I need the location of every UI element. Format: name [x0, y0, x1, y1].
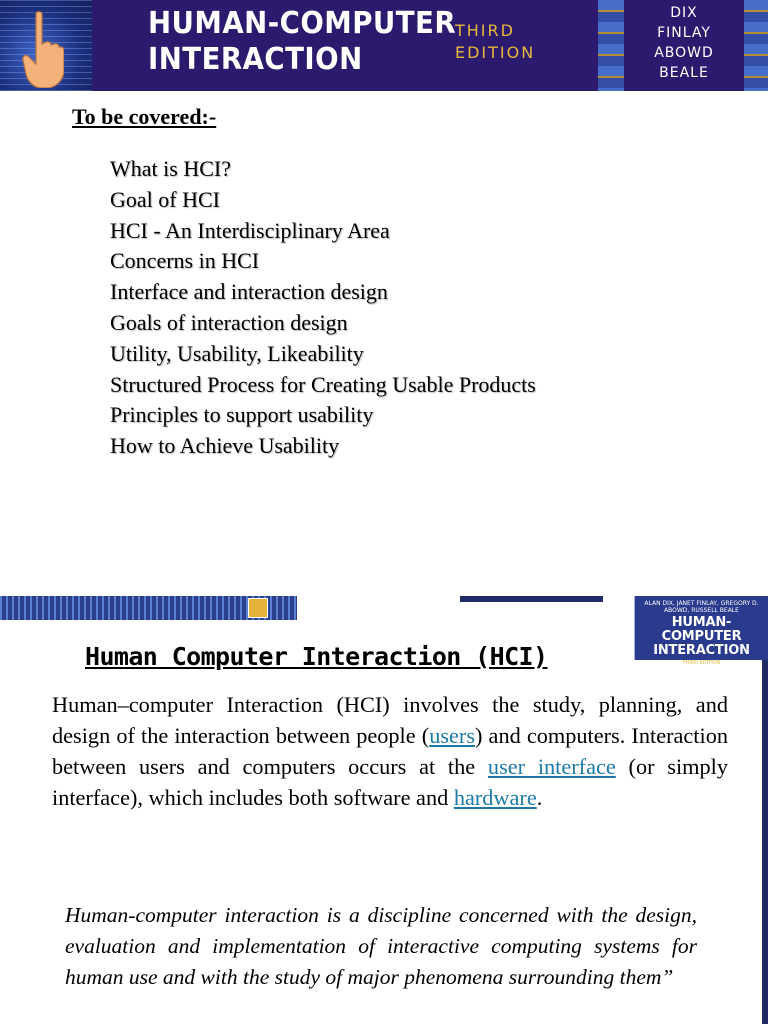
banner-title — [148, 6, 456, 78]
slide-title: Human Computer Interaction (HCI) — [85, 642, 548, 671]
topics-list — [110, 154, 536, 462]
hand-image-panel — [0, 0, 92, 91]
book-banner — [0, 0, 768, 91]
paragraph-text: Human–computer Interaction (HCI) involves the study, planning, and design of the interaction between people ( — [52, 692, 728, 748]
topic-item: Structured Process for Creating Usable Products — [110, 371, 536, 397]
covered-heading: To be covered:- — [72, 104, 217, 129]
topic-item: Utility, Usability, Likeability — [110, 340, 364, 366]
book-cover-thumbnail — [634, 596, 768, 666]
banner-decoration-right — [744, 0, 768, 91]
edition-line2: EDITION — [455, 43, 536, 62]
topic-item: Interface and interaction design — [110, 279, 388, 305]
topic-item: Goals of interaction design — [110, 309, 348, 335]
topic-item: HCI - An Interdisciplinary Area — [110, 217, 390, 243]
topic-item: What is HCI? — [110, 156, 231, 181]
book-cover-edition: THIRD EDITION — [682, 660, 721, 666]
topic-item: Principles to support usability — [110, 402, 374, 428]
user-interface-link[interactable]: user interface — [487, 754, 616, 779]
header-rule — [460, 596, 603, 602]
banner-edition — [455, 20, 535, 64]
users-link[interactable]: users — [429, 723, 476, 748]
author-name: ABOWD — [654, 45, 714, 61]
paragraph-text: ) and computers. Interaction between users and computers occurs at the — [52, 723, 728, 779]
author-name: BEALE — [659, 65, 709, 81]
hci-quote: Human-computer interaction is a discipline concerned with the design, evaluation and implementation of interactive computing systems for human use and with the study of major phenomena surrounding them” — [65, 903, 697, 989]
paragraph-text: . — [536, 785, 543, 810]
banner-title-line2: INTERACTION — [148, 42, 363, 77]
banner-title-line1: HUMAN-COMPUTER — [148, 6, 457, 41]
author-name: FINLAY — [657, 25, 711, 41]
topic-item: Concerns in HCI — [110, 248, 260, 274]
banner-authors — [638, 3, 730, 83]
author-name: DIX — [670, 5, 698, 21]
book-cover-title-line2: INTERACTION — [653, 643, 750, 658]
topic-item: How to Achieve Usability — [110, 433, 340, 459]
banner-decoration-left — [598, 0, 624, 91]
edition-line1: THIRD — [455, 21, 515, 40]
pointing-hand-icon — [22, 10, 64, 88]
book-cover-authors: ALAN DIX, JANET FINLAY, GREGORY D. ABOWD, RUSSELL BEALE — [644, 600, 759, 614]
topic-item: Goal of HCI — [110, 186, 220, 212]
hardware-link[interactable]: hardware — [453, 785, 537, 810]
book-cover-title-line1: HUMAN-COMPUTER — [661, 615, 742, 644]
hci-definition-paragraph — [52, 689, 728, 813]
strip-square-icon — [248, 598, 268, 618]
paragraph-text: (or simply interface), which includes both software and — [52, 754, 728, 810]
book-cover-title — [635, 616, 768, 658]
side-bar-decoration — [762, 660, 768, 1024]
